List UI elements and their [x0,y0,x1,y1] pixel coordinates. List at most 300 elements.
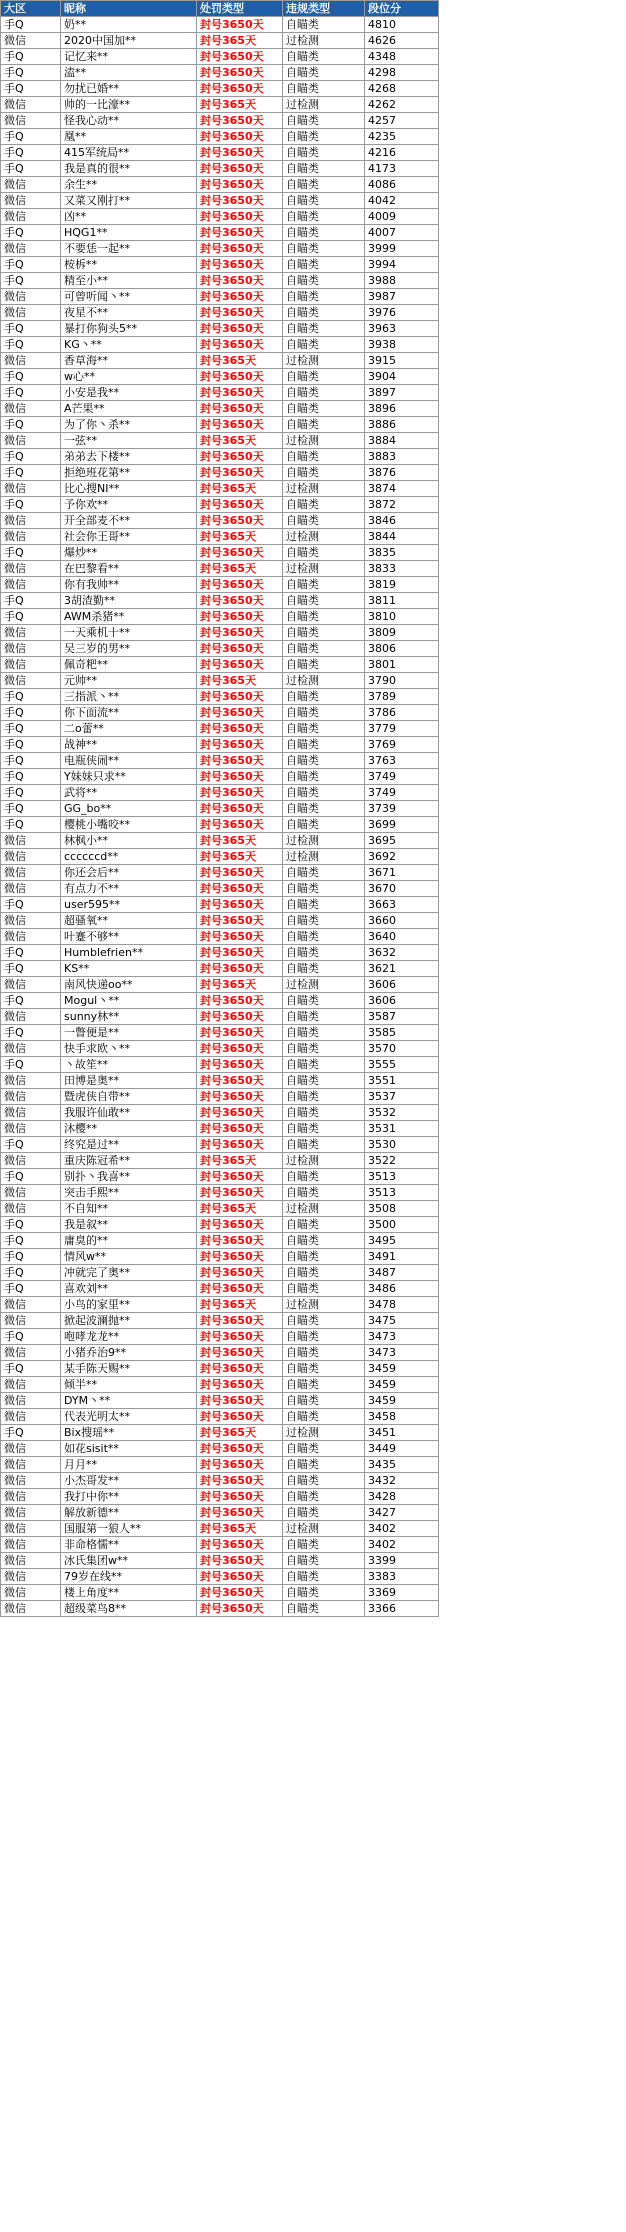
table-row [1,161,439,177]
score-cell: 3478 [365,1297,439,1313]
table-row [1,929,439,945]
violation-cell: 自瞄类 [283,1457,365,1473]
penalty-cell: 封号3650天 [197,593,283,609]
violation-cell: 自瞄类 [283,1073,365,1089]
score-cell: 3884 [365,433,439,449]
nickname-cell: 喜欢刘** [61,1281,197,1297]
region-cell: 微信 [1,209,61,225]
violation-cell: 自瞄类 [283,705,365,721]
score-cell: 3495 [365,1233,439,1249]
table-row [1,1473,439,1489]
table-header [1,1,439,17]
penalty-cell: 封号3650天 [197,513,283,529]
region-cell: 微信 [1,1457,61,1473]
region-cell: 手Q [1,1025,61,1041]
table-row [1,1297,439,1313]
header-penalty-type: 处罚类型 [197,1,283,17]
violation-cell: 自瞄类 [283,513,365,529]
region-cell: 手Q [1,705,61,721]
nickname-cell: A芒果** [61,401,197,417]
penalty-cell: 封号3650天 [197,113,283,129]
violation-cell: 自瞄类 [283,1105,365,1121]
violation-cell: 自瞄类 [283,881,365,897]
penalty-cell: 封号3650天 [197,1345,283,1361]
violation-cell: 自瞄类 [283,449,365,465]
penalty-cell: 封号3650天 [197,1569,283,1585]
score-cell: 3632 [365,945,439,961]
penalty-cell: 封号3650天 [197,945,283,961]
region-cell: 手Q [1,593,61,609]
region-cell: 手Q [1,721,61,737]
violation-cell: 自瞄类 [283,1393,365,1409]
violation-cell: 自瞄类 [283,1281,365,1297]
score-cell: 3763 [365,753,439,769]
region-cell: 微信 [1,1553,61,1569]
nickname-cell: 重庆陈冠希** [61,1153,197,1169]
table-row [1,625,439,641]
region-cell: 微信 [1,833,61,849]
score-cell: 3522 [365,1153,439,1169]
penalty-cell: 封号3650天 [197,657,283,673]
score-cell: 3475 [365,1313,439,1329]
region-cell: 手Q [1,273,61,289]
penalty-cell: 封号365天 [197,433,283,449]
score-cell: 3671 [365,865,439,881]
score-cell: 3786 [365,705,439,721]
table-row [1,801,439,817]
penalty-cell: 封号365天 [197,1297,283,1313]
violation-cell: 过检测 [283,433,365,449]
region-cell: 微信 [1,513,61,529]
region-cell: 微信 [1,1297,61,1313]
nickname-cell: 别扑丶我喜** [61,1169,197,1185]
violation-cell: 自瞄类 [283,721,365,737]
score-cell: 3806 [365,641,439,657]
violation-cell: 过检测 [283,1521,365,1537]
score-cell: 3695 [365,833,439,849]
table-row [1,1553,439,1569]
violation-cell: 自瞄类 [283,1313,365,1329]
violation-cell: 自瞄类 [283,1329,365,1345]
region-cell: 手Q [1,545,61,561]
table-row [1,673,439,689]
region-cell: 微信 [1,1345,61,1361]
table-row [1,1457,439,1473]
table-row [1,1073,439,1089]
nickname-cell: 怪我心动** [61,113,197,129]
region-cell: 手Q [1,161,61,177]
region-cell: 微信 [1,1089,61,1105]
nickname-cell: 精至小** [61,273,197,289]
score-cell: 4257 [365,113,439,129]
table-row [1,1585,439,1601]
score-cell: 3449 [365,1441,439,1457]
nickname-cell: 你下面流** [61,705,197,721]
score-cell: 3451 [365,1425,439,1441]
penalty-cell: 封号3650天 [197,17,283,33]
violation-cell: 自瞄类 [283,1537,365,1553]
table-row [1,1265,439,1281]
violation-cell: 自瞄类 [283,497,365,513]
violation-cell: 自瞄类 [283,1489,365,1505]
penalty-cell: 封号3650天 [197,1601,283,1617]
nickname-cell: 弟弟去下楼** [61,449,197,465]
region-cell: 微信 [1,1409,61,1425]
table-row [1,769,439,785]
score-cell: 3473 [365,1345,439,1361]
violation-cell: 自瞄类 [283,273,365,289]
violation-cell: 自瞄类 [283,1409,365,1425]
violation-cell: 过检测 [283,1297,365,1313]
region-cell: 手Q [1,337,61,353]
score-cell: 4810 [365,17,439,33]
violation-cell: 自瞄类 [283,1569,365,1585]
penalty-cell: 封号3650天 [197,961,283,977]
violation-cell: 自瞄类 [283,1441,365,1457]
region-cell: 微信 [1,97,61,113]
violation-cell: 自瞄类 [283,1553,365,1569]
table-row [1,1153,439,1169]
nickname-cell: 一弦** [61,433,197,449]
penalty-cell: 封号3650天 [197,1121,283,1137]
nickname-cell: 一瞥便是** [61,1025,197,1041]
region-cell: 微信 [1,561,61,577]
score-cell: 3640 [365,929,439,945]
score-cell: 3432 [365,1473,439,1489]
violation-cell: 过检测 [283,353,365,369]
violation-cell: 自瞄类 [283,1009,365,1025]
region-cell: 手Q [1,81,61,97]
penalty-cell: 封号365天 [197,1201,283,1217]
score-cell: 4626 [365,33,439,49]
nickname-cell: 比心搜NI** [61,481,197,497]
score-cell: 4298 [365,65,439,81]
score-cell: 3810 [365,609,439,625]
score-cell: 4007 [365,225,439,241]
score-cell: 3886 [365,417,439,433]
violation-cell: 过检测 [283,849,365,865]
nickname-cell: 暴打你狗头5** [61,321,197,337]
nickname-cell: user595** [61,897,197,913]
nickname-cell: 我服许仙敢** [61,1105,197,1121]
violation-cell: 自瞄类 [283,65,365,81]
violation-cell: 过检测 [283,1201,365,1217]
violation-cell: 自瞄类 [283,385,365,401]
penalty-cell: 封号365天 [197,1521,283,1537]
table-row [1,1057,439,1073]
region-cell: 手Q [1,1249,61,1265]
region-cell: 手Q [1,753,61,769]
violation-cell: 自瞄类 [283,1137,365,1153]
table-row [1,129,439,145]
violation-cell: 自瞄类 [283,961,365,977]
penalty-cell: 封号365天 [197,529,283,545]
region-cell: 手Q [1,801,61,817]
region-cell: 手Q [1,257,61,273]
table-row [1,1537,439,1553]
score-cell: 3660 [365,913,439,929]
nickname-cell: 楼上角度** [61,1585,197,1601]
nickname-cell: 我是叙** [61,1217,197,1233]
score-cell: 3835 [365,545,439,561]
table-row [1,449,439,465]
region-cell: 微信 [1,1489,61,1505]
nickname-cell: 2020中国加** [61,33,197,49]
region-cell: 手Q [1,1361,61,1377]
score-cell: 3537 [365,1089,439,1105]
penalty-cell: 封号3650天 [197,1361,283,1377]
penalty-cell: 封号3650天 [197,1057,283,1073]
penalty-cell: 封号3650天 [197,1265,283,1281]
table-row [1,273,439,289]
score-cell: 3692 [365,849,439,865]
table-row [1,497,439,513]
header-region: 大区 [1,1,61,17]
table-row [1,705,439,721]
table-row [1,1569,439,1585]
score-cell: 3606 [365,993,439,1009]
penalty-cell: 封号3650天 [197,385,283,401]
region-cell: 手Q [1,65,61,81]
table-row [1,913,439,929]
score-cell: 3999 [365,241,439,257]
table-row [1,81,439,97]
region-cell: 手Q [1,129,61,145]
table-row [1,321,439,337]
nickname-cell: 我是真的很** [61,161,197,177]
penalty-cell: 封号365天 [197,1425,283,1441]
table-body [1,17,439,1617]
penalty-cell: 封号3650天 [197,993,283,1009]
violation-cell: 自瞄类 [283,1473,365,1489]
penalty-cell: 封号365天 [197,1153,283,1169]
table-row [1,17,439,33]
table-row [1,1025,439,1041]
score-cell: 3749 [365,769,439,785]
nickname-cell: AWM杀猪** [61,609,197,625]
region-cell: 微信 [1,1105,61,1121]
score-cell: 4235 [365,129,439,145]
header-nickname: 昵称 [61,1,197,17]
region-cell: 手Q [1,385,61,401]
penalty-cell: 封号3650天 [197,417,283,433]
nickname-cell: 帅的一比濠** [61,97,197,113]
table-row [1,257,439,273]
violation-cell: 自瞄类 [283,161,365,177]
penalty-cell: 封号3650天 [197,1377,283,1393]
score-cell: 3570 [365,1041,439,1057]
penalty-cell: 封号3650天 [197,769,283,785]
region-cell: 微信 [1,1585,61,1601]
nickname-cell: 三指派丶** [61,689,197,705]
table-row [1,369,439,385]
nickname-cell: 冲就完了奥** [61,1265,197,1281]
violation-cell: 过检测 [283,529,365,545]
table-row [1,1345,439,1361]
table-row [1,1089,439,1105]
nickname-cell: 庸臭的** [61,1233,197,1249]
penalty-cell: 封号3650天 [197,545,283,561]
penalty-cell: 封号3650天 [197,1441,283,1457]
score-cell: 3779 [365,721,439,737]
nickname-cell: 夜星不** [61,305,197,321]
violation-cell: 自瞄类 [283,577,365,593]
violation-cell: 自瞄类 [283,1601,365,1617]
score-cell: 3513 [365,1185,439,1201]
penalty-cell: 封号3650天 [197,1025,283,1041]
nickname-cell: 掀起波澜抛** [61,1313,197,1329]
violation-cell: 自瞄类 [283,1089,365,1105]
penalty-cell: 封号3650天 [197,369,283,385]
violation-cell: 自瞄类 [283,1345,365,1361]
score-cell: 3606 [365,977,439,993]
nickname-cell: 记忆来** [61,49,197,65]
score-cell: 3790 [365,673,439,689]
region-cell: 微信 [1,641,61,657]
nickname-cell: 415军统局** [61,145,197,161]
score-cell: 3819 [365,577,439,593]
penalty-cell: 封号3650天 [197,209,283,225]
violation-cell: 过检测 [283,33,365,49]
nickname-cell: 情风w** [61,1249,197,1265]
violation-cell: 过检测 [283,977,365,993]
nickname-cell: 非命格懦** [61,1537,197,1553]
penalty-cell: 封号3650天 [197,1089,283,1105]
penalty-cell: 封号3650天 [197,337,283,353]
score-cell: 3500 [365,1217,439,1233]
nickname-cell: 3胡渣勤** [61,593,197,609]
nickname-cell: 冰氏集团w** [61,1553,197,1569]
nickname-cell: 超骚氧** [61,913,197,929]
nickname-cell: 南风快递oo** [61,977,197,993]
region-cell: 微信 [1,1041,61,1057]
region-cell: 微信 [1,1009,61,1025]
header-row [1,1,439,17]
penalty-cell: 封号3650天 [197,321,283,337]
region-cell: 微信 [1,1601,61,1617]
nickname-cell: ccccccd** [61,849,197,865]
nickname-cell: 二o蕾** [61,721,197,737]
nickname-cell: Bix搜瑶** [61,1425,197,1441]
penalty-cell: 封号3650天 [197,1457,283,1473]
nickname-cell: 余生** [61,177,197,193]
penalty-cell: 封号3650天 [197,1553,283,1569]
score-cell: 3530 [365,1137,439,1153]
table-row [1,417,439,433]
region-cell: 微信 [1,1441,61,1457]
region-cell: 手Q [1,49,61,65]
penalty-cell: 封号3650天 [197,897,283,913]
score-cell: 3663 [365,897,439,913]
table-row [1,305,439,321]
nickname-cell: 又菜又刚打** [61,193,197,209]
score-cell: 3621 [365,961,439,977]
penalty-cell: 封号3650天 [197,1073,283,1089]
nickname-cell: 林枫小** [61,833,197,849]
region-cell: 手Q [1,897,61,913]
region-cell: 微信 [1,657,61,673]
region-cell: 微信 [1,401,61,417]
region-cell: 微信 [1,433,61,449]
penalty-cell: 封号3650天 [197,1409,283,1425]
region-cell: 手Q [1,1425,61,1441]
table-row [1,1361,439,1377]
table-row [1,1201,439,1217]
table-row [1,545,439,561]
score-cell: 3749 [365,785,439,801]
penalty-cell: 封号3650天 [197,705,283,721]
violation-cell: 自瞄类 [283,865,365,881]
nickname-cell: DYM丶** [61,1393,197,1409]
region-cell: 微信 [1,353,61,369]
nickname-cell: 开全部麦不** [61,513,197,529]
score-cell: 3459 [365,1361,439,1377]
violation-cell: 自瞄类 [283,209,365,225]
table-row [1,1329,439,1345]
table-row [1,1521,439,1537]
region-cell: 手Q [1,1217,61,1233]
violation-cell: 过检测 [283,1153,365,1169]
violation-cell: 自瞄类 [283,689,365,705]
table-row [1,177,439,193]
violation-cell: 自瞄类 [283,1121,365,1137]
violation-cell: 自瞄类 [283,1233,365,1249]
nickname-cell: 社会你王哥** [61,529,197,545]
nickname-cell: 国服第一狼人** [61,1521,197,1537]
score-cell: 3844 [365,529,439,545]
score-cell: 3994 [365,257,439,273]
table-row [1,1601,439,1617]
violation-cell: 自瞄类 [283,401,365,417]
nickname-cell: KG丶** [61,337,197,353]
score-cell: 3435 [365,1457,439,1473]
violation-cell: 自瞄类 [283,257,365,273]
violation-cell: 自瞄类 [283,1585,365,1601]
violation-cell: 自瞄类 [283,1361,365,1377]
region-cell: 微信 [1,177,61,193]
nickname-cell: 元帅** [61,673,197,689]
penalty-cell: 封号3650天 [197,929,283,945]
table-row [1,961,439,977]
penalty-cell: 封号3650天 [197,193,283,209]
score-cell: 3491 [365,1249,439,1265]
region-cell: 手Q [1,417,61,433]
violation-cell: 过检测 [283,833,365,849]
nickname-cell: Mogul丶** [61,993,197,1009]
violation-cell: 自瞄类 [283,897,365,913]
penalty-cell: 封号3650天 [197,305,283,321]
violation-cell: 自瞄类 [283,225,365,241]
table-row [1,737,439,753]
table-row [1,1185,439,1201]
region-cell: 微信 [1,1473,61,1489]
penalty-cell: 封号3650天 [197,1393,283,1409]
nickname-cell: 叶蹇不够** [61,929,197,945]
table-row [1,609,439,625]
penalty-cell: 封号3650天 [197,1489,283,1505]
score-cell: 3513 [365,1169,439,1185]
region-cell: 手Q [1,17,61,33]
penalty-cell: 封号3650天 [197,289,283,305]
nickname-cell: 勿扰已婚** [61,81,197,97]
violation-cell: 自瞄类 [283,113,365,129]
violation-cell: 自瞄类 [283,817,365,833]
violation-cell: 自瞄类 [283,81,365,97]
region-cell: 微信 [1,289,61,305]
region-cell: 微信 [1,1537,61,1553]
region-cell: 手Q [1,497,61,513]
table-row [1,337,439,353]
